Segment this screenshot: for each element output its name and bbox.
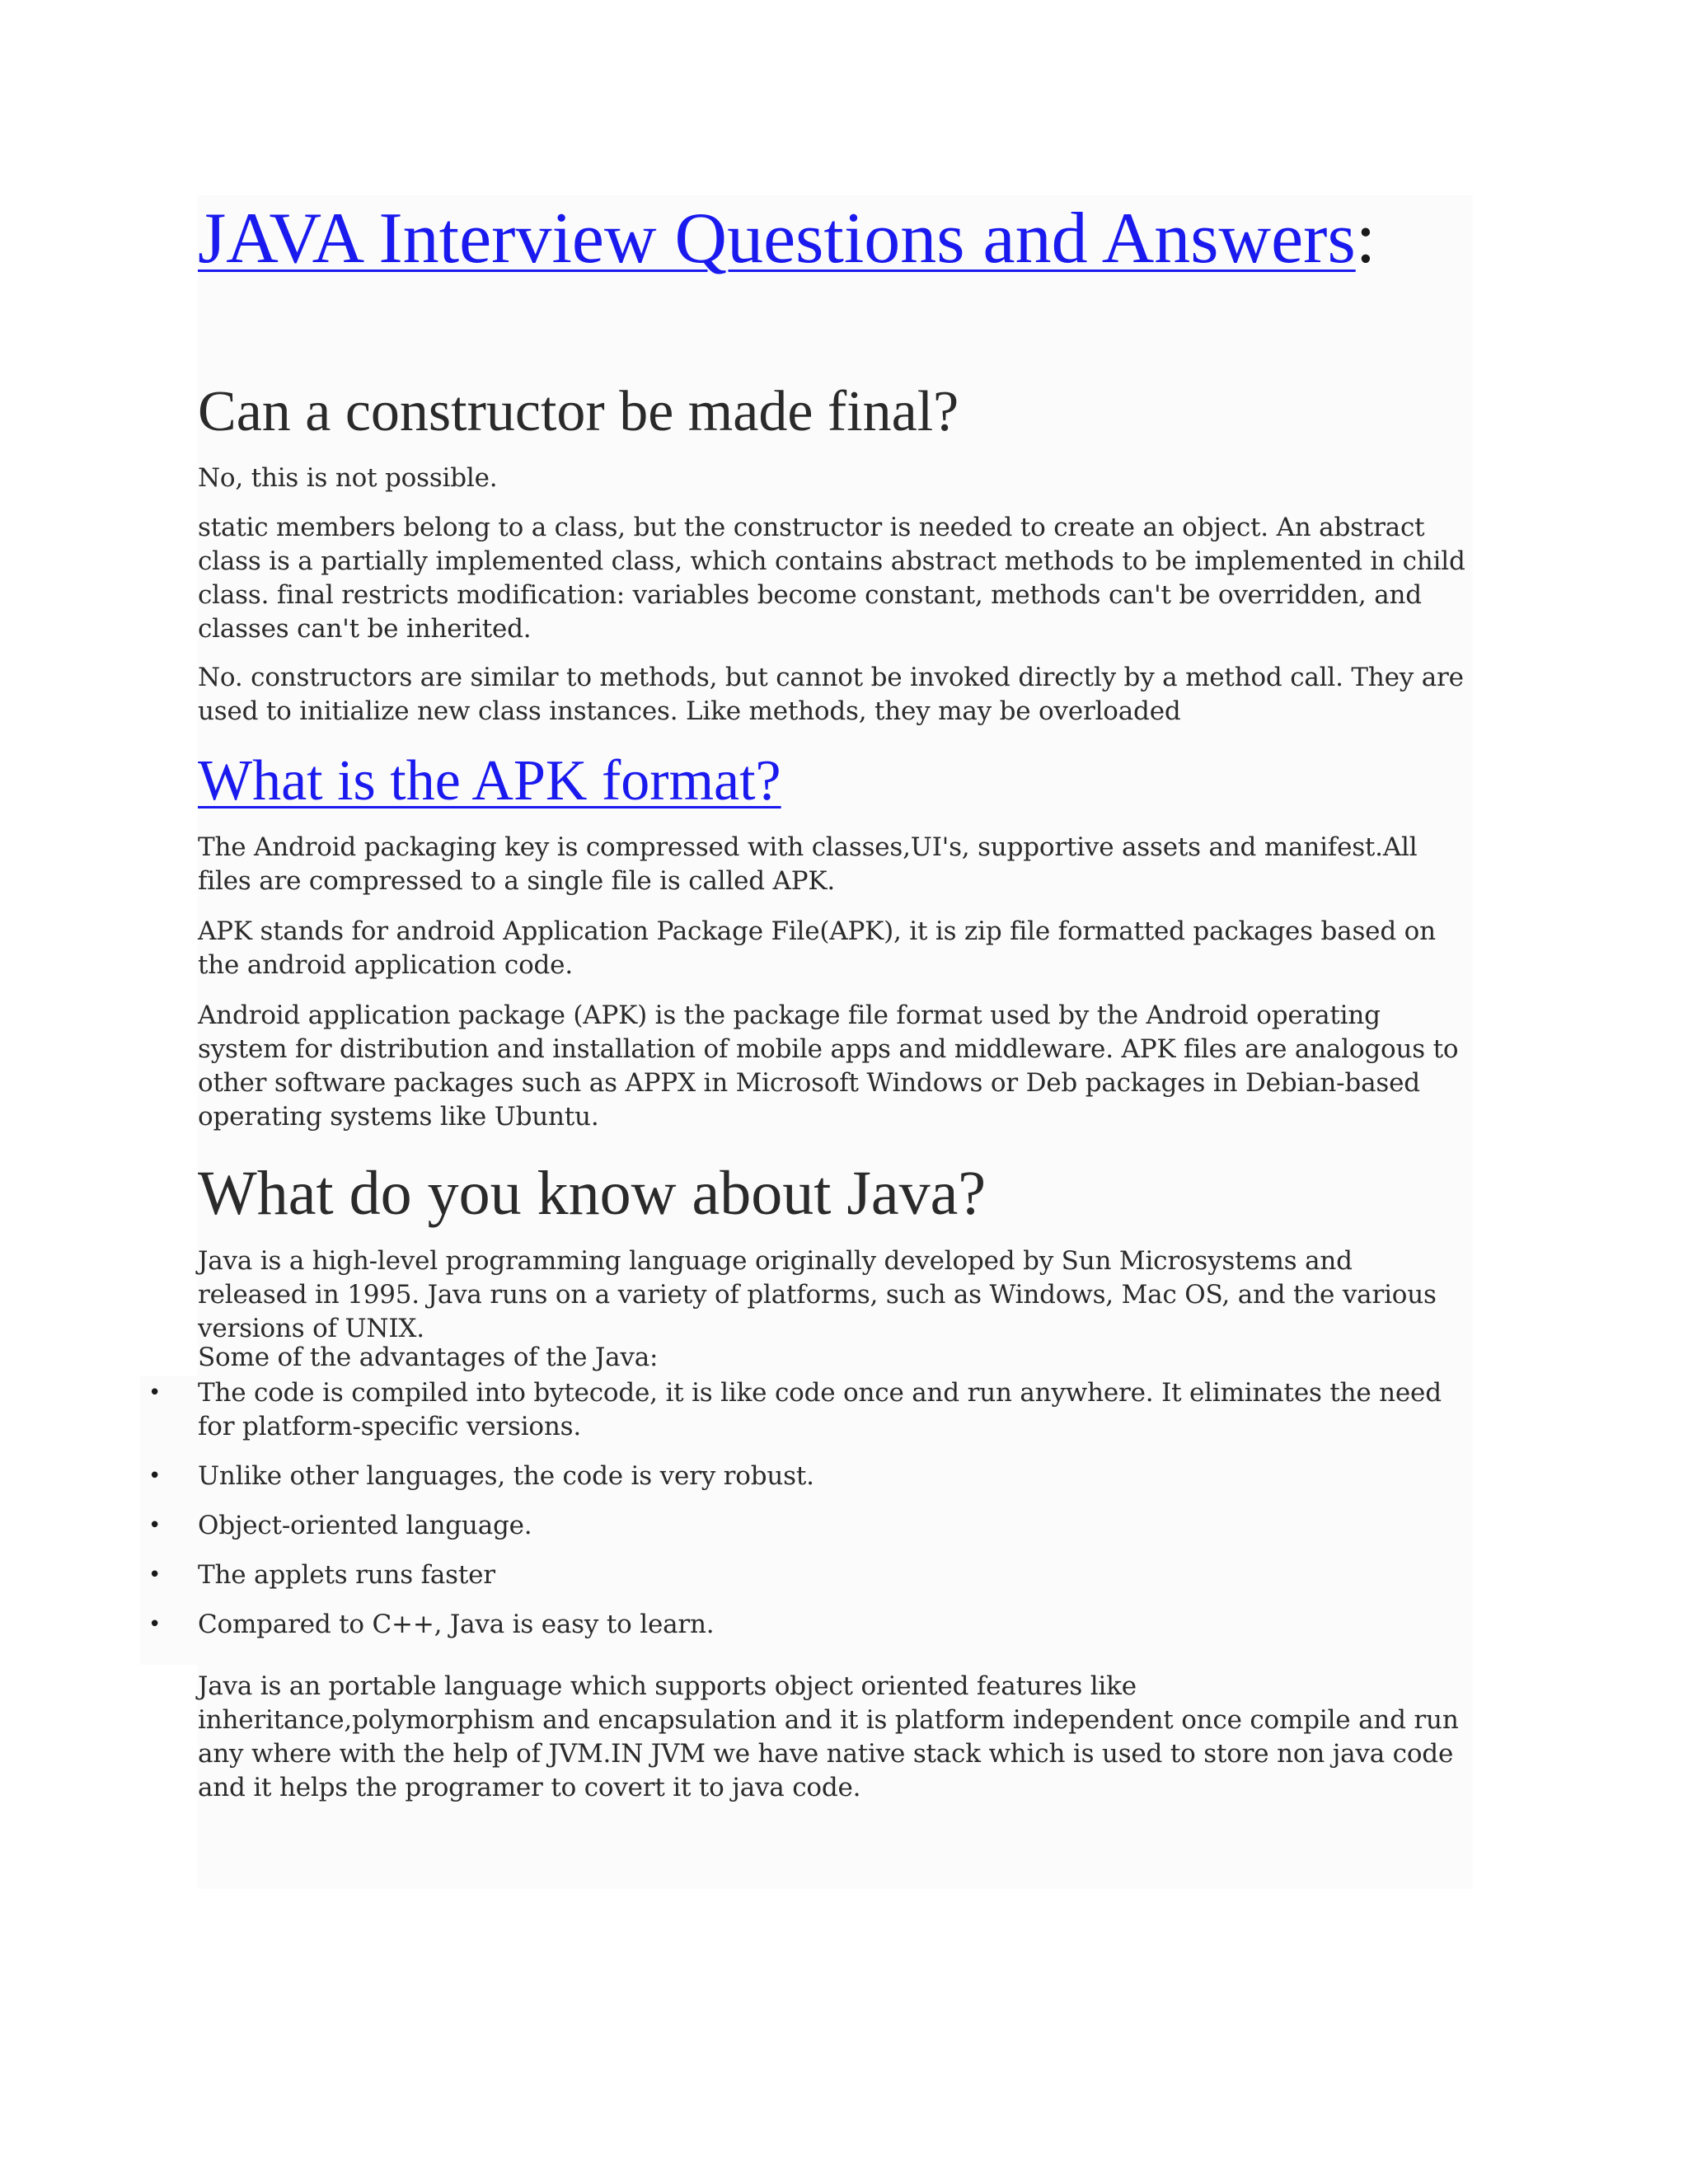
paragraph: static members belong to a class, but the constructor is needed to create an object. An abstract class is a partially implemented class, which contains abstract methods to be implemented in child class. final restricts modification: variables become constant, methods can't be overridden, and classes can't be inherited. — [198, 513, 1465, 644]
section-heading-java: What do you know about Java? — [198, 1159, 987, 1228]
bullet-icon: • — [148, 1380, 162, 1405]
section-heading-apk — [198, 744, 781, 818]
list-item-text: Object-oriented language. — [198, 1511, 532, 1540]
list-item-text: The code is compiled into bytecode, it is like code once and run anywhere. It eliminates the need for platform-specific versions. — [198, 1378, 1442, 1441]
paragraph: No, this is not possible. — [198, 463, 498, 493]
paragraph: Android application package (APK) is the package file format used by the Android operating system for distribution and installation of mobile apps and middleware. APK files are analogous to other software packages such as APPX in Microsoft Windows or Deb packages in Debian-based operating systems like Ubuntu. — [198, 1001, 1459, 1132]
list-item — [148, 1460, 1467, 1493]
bullet-icon: • — [148, 1612, 162, 1637]
list-item — [148, 1376, 1467, 1444]
bullet-icon: • — [148, 1513, 162, 1538]
bullet-icon: • — [148, 1563, 162, 1587]
list-item-text: The applets runs faster — [198, 1560, 495, 1590]
paragraph: APK stands for android Application Package File(APK), it is zip file formatted packages based on the android application code. — [198, 916, 1436, 980]
title-colon: : — [1355, 199, 1376, 279]
advantages-list — [148, 1376, 1467, 1657]
paragraph: Java is a high-level programming language originally developed by Sun Microsystems and released in 1995. Java runs on a variety of platforms, such as Windows, Mac OS, and the various versions of UNIX. — [198, 1246, 1437, 1343]
bullet-icon: • — [148, 1464, 162, 1488]
list-item-text: Unlike other languages, the code is very robust. — [198, 1461, 814, 1491]
list-item-text: Compared to C++, Java is easy to learn. — [198, 1610, 715, 1639]
section-heading-constructor: Can a constructor be made final? — [198, 380, 959, 443]
page-title — [198, 194, 1376, 284]
closing-paragraph: Java is an portable language which supports object oriented features like inheritance,polymorphism and encapsulation and it is platform independent once compile and run any where with the help of JVM.IN JVM we have native stack which is used to store non java code and it helps the programer to covert it to java code. — [198, 1671, 1459, 1802]
apk-heading-link[interactable]: What is the APK format? — [198, 749, 781, 813]
list-item — [148, 1608, 1467, 1642]
title-link[interactable]: JAVA Interview Questions and Answers — [198, 199, 1356, 279]
list-item — [148, 1558, 1467, 1592]
paragraph: No. constructors are similar to methods, but cannot be invoked directly by a method call. They are used to initialize new class instances. Like methods, they may be overloaded — [198, 663, 1464, 726]
paragraph: The Android packaging key is compressed with classes,UI's, supportive assets and manifest.All files are compressed to a single file is called APK. — [198, 832, 1418, 896]
advantages-label: Some of the advantages of the Java: — [198, 1343, 659, 1372]
list-item — [148, 1509, 1467, 1543]
